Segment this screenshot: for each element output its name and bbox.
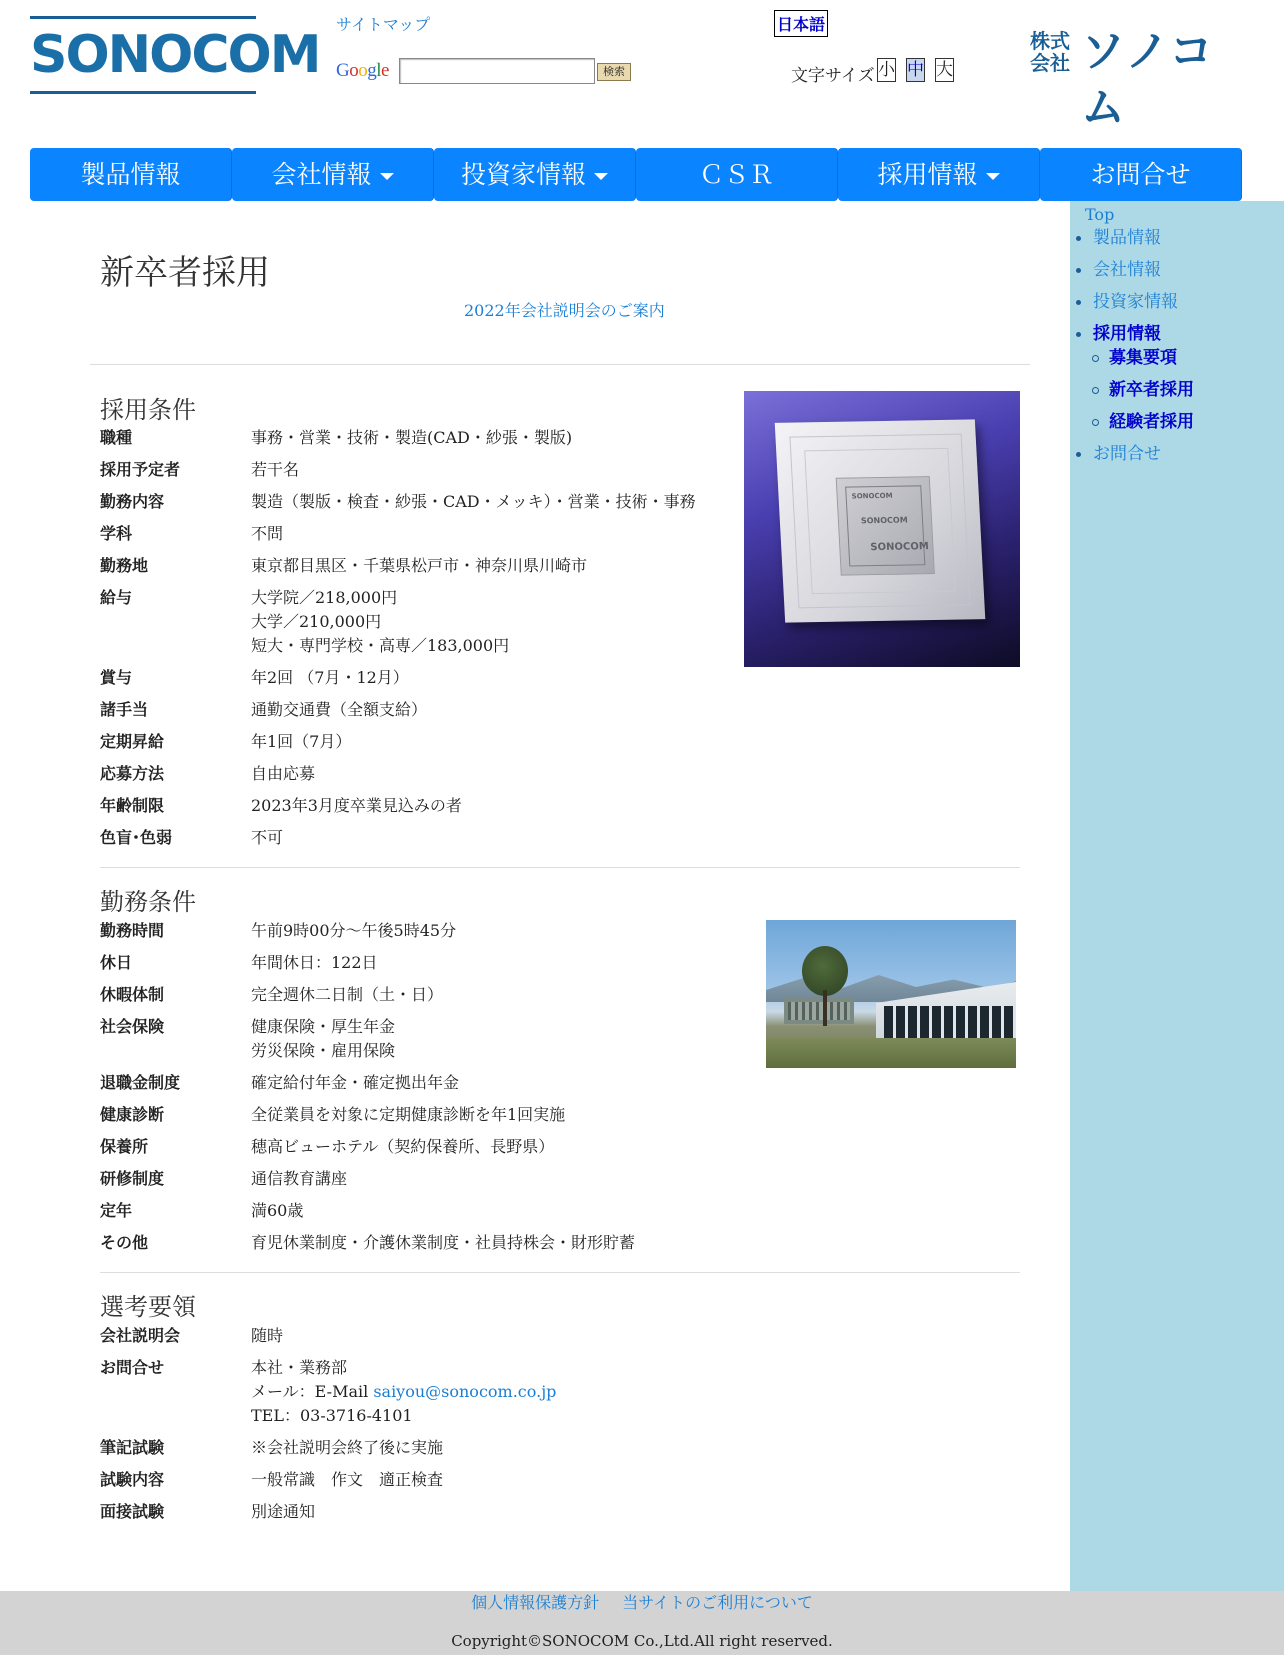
row-value: 通勤交通費（全額支給）: [251, 700, 428, 719]
sidebar: [1070, 201, 1284, 1591]
row-label: 試験内容: [100, 1470, 165, 1489]
row-value-line: 大学／210,000円: [251, 612, 382, 631]
row-value: 自由応募: [251, 764, 316, 783]
seminar-info-link[interactable]: 2022年会社説明会のご案内: [464, 301, 665, 320]
product-mark-large: SONOCOM: [870, 541, 930, 554]
row-label: 保養所: [100, 1137, 149, 1156]
row-label: 諸手当: [100, 700, 149, 719]
row-label: 退職金制度: [100, 1073, 181, 1092]
row-label: 社会保険: [100, 1017, 165, 1036]
product-mark-medium: SONOCOM: [860, 515, 908, 526]
row-label: 定期昇給: [100, 732, 165, 751]
row-value: 通信教育講座: [251, 1169, 348, 1188]
sidebar-link-investors[interactable]: 投資家情報: [1093, 292, 1178, 312]
row-label: 休暇体制: [100, 985, 165, 1004]
row-label: お問合せ: [100, 1358, 165, 1377]
row-value: 東京都目黒区・千葉県松戸市・神奈川県川崎市: [251, 556, 588, 575]
row-value-line: 健康保険・厚生年金: [251, 1017, 396, 1036]
company-type-label: 株式会社: [1030, 29, 1070, 75]
row-value-line: TEL：03-3716-4101: [251, 1406, 413, 1425]
footer: [0, 1591, 1284, 1655]
row-value-line: 短大・専門学校・高専／183,000円: [251, 636, 510, 655]
chevron-down-icon: [380, 173, 394, 180]
row-label: 勤務内容: [100, 492, 165, 511]
row-label: 年齢制限: [100, 796, 165, 815]
photo-building-left: [784, 998, 854, 1024]
row-value: 事務・営業・技術・製造(CAD・紗張・製版): [251, 428, 573, 447]
sonocom-logo[interactable]: [30, 16, 320, 94]
sidebar-subitem-experienced: [1070, 411, 1284, 443]
row-value: 不可: [251, 828, 284, 847]
sonocom-company-logo[interactable]: [1025, 26, 1255, 133]
sidebar-item-investors: [1070, 291, 1284, 323]
row-value: 満60歳: [251, 1201, 304, 1220]
nav-recruit[interactable]: [838, 148, 1040, 201]
search-input[interactable]: [399, 58, 595, 84]
page-title: 新卒者採用: [100, 253, 270, 293]
product-center-panel: [836, 476, 935, 576]
section-title-conditions: 採用条件: [100, 396, 196, 424]
font-size-medium-button[interactable]: 中: [907, 60, 924, 80]
row-value: 育児休業制度・介護休業制度・社員持株会・財形貯蓄: [251, 1233, 636, 1252]
main-nav: [30, 148, 1242, 201]
nav-products[interactable]: [30, 148, 232, 201]
nav-investors-label: 投資家情報: [460, 160, 586, 189]
nav-company[interactable]: [232, 148, 434, 201]
row-label: 研修制度: [100, 1169, 165, 1188]
row-value: ※会社説明会終了後に実施: [251, 1438, 444, 1457]
divider: [90, 364, 1030, 365]
row-value-line: 大学院／218,000円: [251, 588, 398, 607]
sidebar-item-products: [1070, 227, 1284, 259]
nav-company-label: 会社情報: [271, 160, 372, 189]
sidebar-subitem-requirements: [1070, 347, 1284, 379]
row-value: 一般常識 作文 適正検査: [251, 1470, 444, 1489]
divider: [100, 867, 1020, 868]
product-mark-small: SONOCOM: [851, 491, 893, 501]
photo-lawn: [766, 1038, 1016, 1068]
logo-text: SONOCOM: [30, 25, 320, 85]
font-size-label: 文字サイズ: [791, 66, 875, 86]
sidebar-link-products[interactable]: 製品情報: [1093, 228, 1161, 248]
row-value-line: 労災保険・雇用保険: [251, 1041, 396, 1060]
row-label: 色盲･色弱: [100, 828, 173, 847]
row-value: [251, 586, 509, 658]
resort-hotel-photo: [766, 920, 1016, 1068]
nav-investors[interactable]: [434, 148, 636, 201]
font-size-small-button[interactable]: 小: [878, 60, 895, 80]
sidebar-subitem-new-graduate: [1070, 379, 1284, 411]
row-value: 完全週休二日制（土・日）: [251, 985, 444, 1004]
sidebar-link-contact[interactable]: お問合せ: [1093, 444, 1161, 464]
company-name-label: ソノコム: [1081, 26, 1216, 133]
logo-top-bar: [30, 16, 256, 19]
row-label: 筆記試験: [100, 1438, 165, 1457]
row-label: 勤務時間: [100, 921, 165, 940]
photo-glass-wall: [884, 1006, 1016, 1040]
photo-tree: [802, 946, 848, 996]
sidebar-menu: [1070, 227, 1284, 475]
row-label: 会社説明会: [100, 1326, 181, 1345]
product-image: [744, 391, 1020, 667]
photo-tree-trunk: [823, 990, 827, 1026]
chevron-down-icon: [986, 173, 1000, 180]
row-value: 確定給付年金・確定拠出年金: [251, 1073, 460, 1092]
row-value: 年1回（7月）: [251, 732, 352, 751]
chevron-down-icon: [594, 173, 608, 180]
nav-csr-label: ＣＳＲ: [698, 160, 774, 189]
nav-contact[interactable]: [1040, 148, 1242, 201]
privacy-policy-link[interactable]: 個人情報保護方針: [471, 1593, 600, 1612]
sidebar-link-new-graduate[interactable]: 新卒者採用: [1109, 380, 1194, 400]
row-value: 全従業員を対象に定期健康診断を年1回実施: [251, 1105, 566, 1124]
row-value: 年2回 （7月・12月）: [251, 668, 409, 687]
sidebar-link-requirements[interactable]: 募集要項: [1109, 348, 1177, 368]
sidebar-item-recruit: [1070, 323, 1284, 443]
row-label: 応募方法: [100, 764, 165, 783]
footer-links: [0, 1591, 1284, 1615]
sidebar-link-recruit[interactable]: 採用情報: [1093, 324, 1161, 344]
row-label: 勤務地: [100, 556, 149, 575]
copyright: Copyright©SONOCOM Co.,Ltd.All right reserved.: [451, 1632, 833, 1650]
row-label: その他: [100, 1233, 149, 1252]
search-button[interactable]: 検索: [597, 63, 631, 81]
nav-csr[interactable]: [636, 148, 838, 201]
row-value: [251, 1015, 395, 1063]
row-label: 学科: [100, 524, 133, 543]
row-label: 休日: [100, 953, 133, 972]
row-value: [251, 1356, 556, 1428]
row-label: 給与: [100, 588, 133, 607]
row-value-line: 本社・業務部: [251, 1358, 348, 1377]
sidebar-top-link[interactable]: Top: [1085, 205, 1115, 224]
google-logo: Google: [336, 60, 389, 81]
sidebar-link-experienced[interactable]: 経験者採用: [1109, 412, 1194, 432]
row-label: 面接試験: [100, 1502, 165, 1521]
section-title-selection: 選考要領: [100, 1293, 196, 1321]
row-value: 年間休日：122日: [251, 953, 378, 972]
language-selector[interactable]: 日本語: [774, 10, 828, 37]
logo-bottom-bar: [30, 91, 256, 94]
row-value: 若干名: [251, 460, 300, 479]
row-label: 健康診断: [100, 1105, 165, 1124]
divider: [100, 1272, 1020, 1273]
section-title-work-conditions: 勤務条件: [100, 888, 196, 916]
row-value: 随時: [251, 1326, 284, 1345]
sidebar-item-company: [1070, 259, 1284, 291]
row-label: 定年: [100, 1201, 133, 1220]
row-value: 2023年3月度卒業見込みの者: [251, 796, 462, 815]
row-label: 職種: [100, 428, 133, 447]
font-size-large-button[interactable]: 大: [936, 60, 953, 80]
sidebar-link-company[interactable]: 会社情報: [1093, 260, 1161, 280]
row-label: 賞与: [100, 668, 133, 687]
row-value: 不問: [251, 524, 284, 543]
row-value: 穂高ビューホテル（契約保養所、長野県）: [251, 1137, 555, 1156]
row-value-line: メール：E-Mail: [251, 1382, 374, 1401]
row-value: 午前9時00分～午後5時45分: [251, 921, 457, 940]
sidebar-submenu: [1070, 347, 1284, 443]
product-plate: [775, 419, 986, 622]
nav-products-label: 製品情報: [80, 160, 181, 189]
row-value: 製造（製版・検査・紗張・CAD・メッキ）・営業・技術・事務: [251, 492, 696, 511]
nav-recruit-label: 採用情報: [877, 160, 978, 189]
terms-of-use-link[interactable]: 当サイトのご利用について: [622, 1593, 813, 1612]
row-label: 採用予定者: [100, 460, 181, 479]
row-value: 別途通知: [251, 1502, 316, 1521]
sidebar-item-contact: [1070, 443, 1284, 475]
nav-contact-label: お問合せ: [1090, 160, 1191, 189]
email-link[interactable]: saiyou@sonocom.co.jp: [373, 1382, 557, 1401]
sitemap-link[interactable]: サイトマップ: [336, 15, 431, 34]
